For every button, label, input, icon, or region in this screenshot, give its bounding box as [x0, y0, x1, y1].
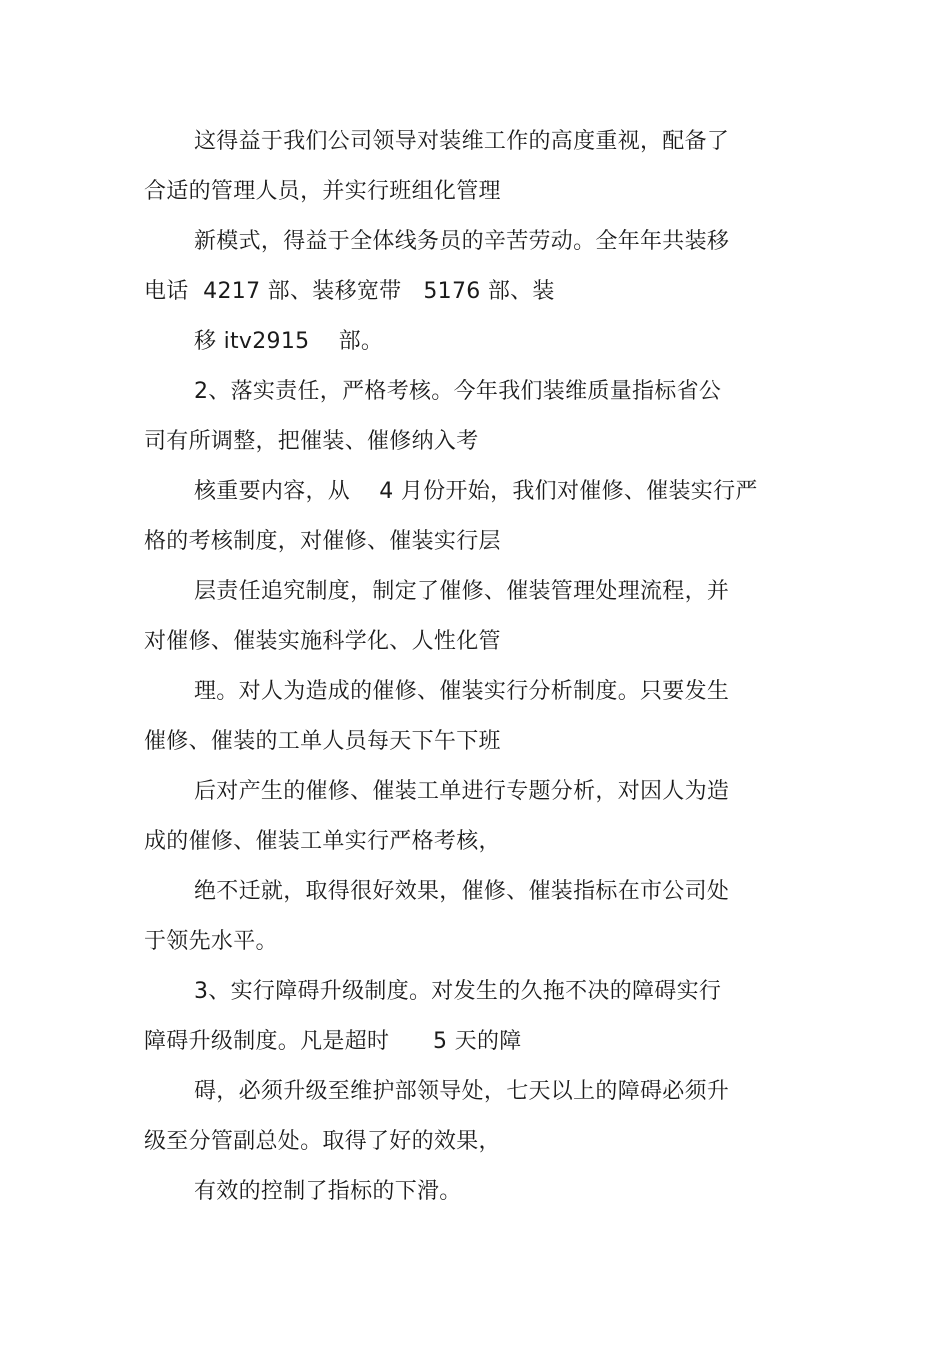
paragraph-line: 2、落实责任，严格考核。今年我们装维质量指标省公 [194, 379, 722, 404]
paragraph-line: 催修、催装的工单人员每天下午下班 [144, 729, 501, 754]
paragraph-line: 障碍升级制度。凡是超时 5 天的障 [144, 1029, 522, 1054]
paragraph-line: 新模式，得益于全体线务员的辛苦劳动。全年年共装移 [194, 229, 730, 254]
paragraph-line: 理。对人为造成的催修、催装实行分析制度。只要发生 [194, 679, 730, 704]
paragraph-line: 核重要内容，从 4 月份开始，我们对催修、催装实行严 [194, 479, 758, 504]
paragraph-line: 后对产生的催修、催装工单进行专题分析，对因人为造 [194, 779, 730, 804]
paragraph-line: 于领先水平。 [144, 929, 278, 954]
paragraph-line: 有效的控制了指标的下滑。 [194, 1179, 462, 1204]
paragraph-line: 绝不迁就，取得很好效果，催修、催装指标在市公司处 [194, 879, 730, 904]
paragraph-line: 司有所调整，把催装、催修纳入考 [144, 429, 479, 454]
paragraph-line: 级至分管副总处。取得了好的效果， [144, 1129, 501, 1154]
paragraph-line: 合适的管理人员，并实行班组化管理 [144, 179, 501, 204]
paragraph-line: 3、实行障碍升级制度。对发生的久拖不决的障碍实行 [194, 979, 722, 1004]
paragraph-line: 移 itv2915 部。 [194, 329, 384, 354]
paragraph-line: 碍，必须升级至维护部领导处，七天以上的障碍必须升 [194, 1079, 730, 1104]
paragraph-line: 格的考核制度，对催修、催装实行层 [144, 529, 501, 554]
paragraph-line: 层责任追究制度，制定了催修、催装管理处理流程，并 [194, 579, 730, 604]
paragraph-line: 这得益于我们公司领导对装维工作的高度重视，配备了 [194, 129, 730, 154]
paragraph-line: 电话 4217 部、装移宽带 5176 部、装 [144, 279, 555, 304]
paragraph-line: 成的催修、催装工单实行严格考核， [144, 829, 501, 854]
paragraph-line: 对催修、催装实施科学化、人性化管 [144, 629, 501, 654]
